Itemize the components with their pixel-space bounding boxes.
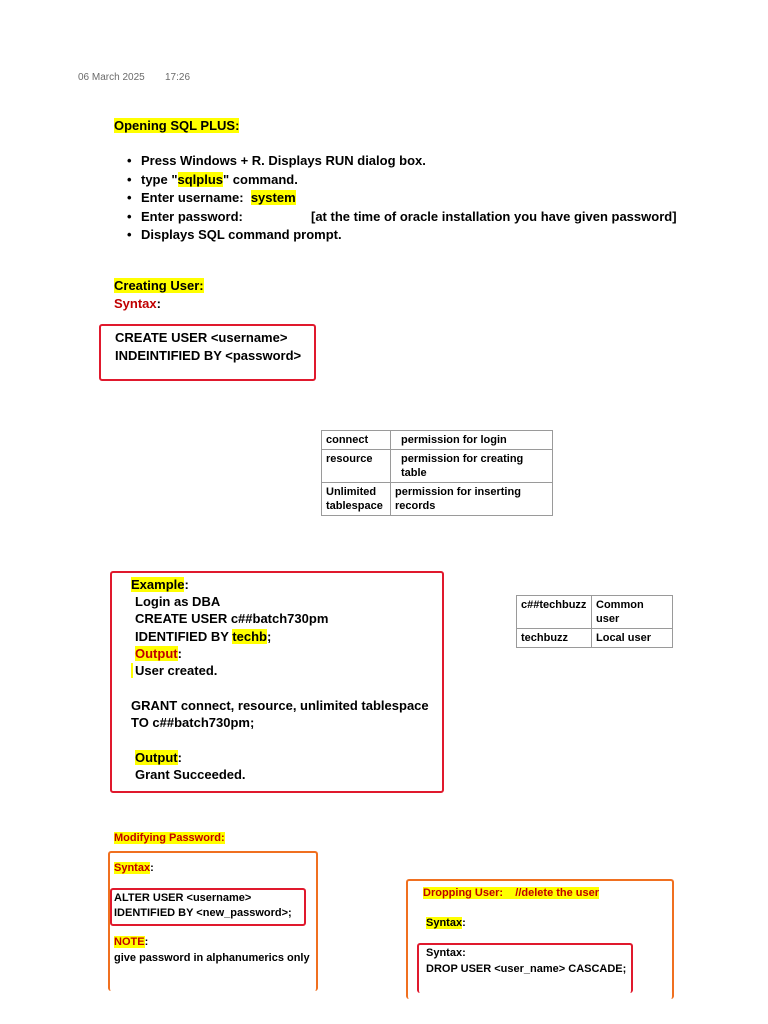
creating-syntax-label: Syntax: [114,296,161,311]
example-label: Example: [131,577,189,592]
modify-syntax-label: Syntax: [114,862,154,874]
permissions-table [321,430,553,516]
example-output-1-label: Output: [135,646,182,661]
dropping-heading-text: Dropping User: //delete the user [423,887,600,899]
list-item: • Press Windows + R. Displays RUN dialog box. [115,152,735,171]
example-output-1-text: User created. [135,663,218,678]
list-item: • Displays SQL command prompt. [115,226,735,245]
perm-value: permission for inserting records [391,483,553,516]
example-output-2-label: Output: [135,750,182,765]
table-row [517,629,673,648]
table-row [322,431,553,450]
list-item: • type "sqlplus" command. [115,171,735,190]
drop-inner-label: Syntax: [426,947,466,959]
example-output-2-text: Grant Succeeded. [135,767,246,782]
table-row [322,483,553,516]
drop-user-line: DROP USER <user_name> CASCADE; [426,963,627,975]
perm-key: Unlimited tablespace [322,483,391,516]
grant-line-1: GRANT connect, resource, unlimited tablespace [131,698,429,713]
opening-heading-text: Opening SQL PLUS: [114,118,240,133]
creating-heading-text: Creating User: [114,278,204,293]
list-item: • Enter password: [at the time of oracle installation you have given password] [115,208,735,227]
note-text: give password in alphanumerics only [114,952,310,964]
alter-user-line-2: IDENTIFIED BY <new_password>; [114,907,292,919]
create-user-line-2: INDEINTIFIED BY <password> [115,348,302,363]
modify-heading [114,831,225,846]
perm-value: permission for login [391,431,553,450]
page-date: 06 March 2025 [78,72,145,83]
dropping-syntax-label: Syntax: [426,917,466,929]
modify-heading-text: Modifying Password: [114,832,225,844]
user-type-value: Common user [592,596,673,629]
system-highlight: system [250,190,296,205]
user-type-key: c##techbuzz [517,596,592,629]
example-line-2: CREATE USER c##batch730pm [135,611,329,626]
list-item: • Enter username: system [115,189,735,208]
sqlplus-highlight: sqlplus [177,171,224,187]
opening-steps-list [115,152,735,245]
opening-heading [114,117,239,135]
perm-key: resource [322,450,391,483]
user-type-table [516,595,673,648]
perm-value: permission for creating table [391,450,553,483]
alter-user-line-1: ALTER USER <username> [114,892,252,904]
perm-key: connect [322,431,391,450]
create-user-line-1: CREATE USER <username> [115,330,288,345]
creating-heading [114,277,204,295]
table-row [517,596,673,629]
user-type-key: techbuzz [517,629,592,648]
example-line-3: IDENTIFIED BY techb; [135,629,272,644]
page-time: 17:26 [165,72,191,83]
table-row [322,450,553,483]
grant-line-2: TO c##batch730pm; [131,715,255,730]
output-highlight-mark [131,663,133,678]
example-line-1: Login as DBA [135,594,221,609]
note-label: NOTE: [114,936,149,948]
user-type-value: Local user [592,629,673,648]
dropping-heading [423,886,599,901]
